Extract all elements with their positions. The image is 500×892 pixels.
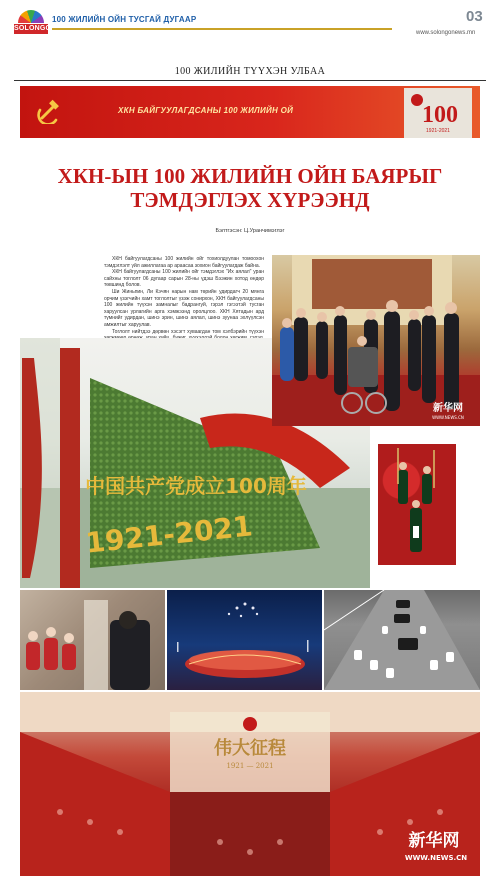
gala-title-cn: 伟大征程 (214, 738, 286, 759)
masthead (0, 0, 500, 40)
motorcade-illustration (324, 590, 480, 690)
section-divider (14, 80, 486, 81)
article-paragraph: ХКН байгуулагдсаны 100 жилийн ойг тохиолдуулан томоохон тэмдэглэлт үйл ажиллагаа ар араасаа зохион байгуулагдаж байна. (104, 256, 264, 269)
header-divider (52, 28, 392, 30)
badge-digits: 100 (422, 102, 458, 128)
headline (20, 164, 480, 212)
headline-line-1: ХКН-ЫН 100 ЖИЛИЙН ОЙН БАЯРЫГ (57, 164, 443, 188)
leaders-photo (272, 255, 480, 426)
article-paragraph: Тоглолт нийтдээ дөрвөн хэсэгт хуваагдан том хэлбэрийн түүхэн (112, 328, 264, 335)
flowerbed-caption-cn: 中国共产党成立100周年 (85, 474, 307, 498)
hammer-sickle-icon (36, 98, 62, 124)
leaders-illustration (272, 255, 480, 426)
gala-watermark-cn: 新华网 (408, 831, 460, 851)
gala-photo (20, 692, 480, 876)
section-title: 100 ЖИЛИЙН ТҮҮХЭН УЛБАА (174, 66, 326, 77)
leaders-watermark-cn: 新华网 (433, 403, 463, 414)
children-illustration (20, 590, 165, 690)
gala-years: 1921 — 2021 (226, 762, 274, 770)
honor-guard-photo (378, 444, 456, 565)
page-number: 03 (466, 8, 483, 25)
byline: Бэлтгэсэн: Ц.Уранчимэглэг (215, 228, 285, 234)
article-paragraph: ХКН байгуулагдсаны 100 жилийн ойг тэмдэглэх "Их аялал" уран сайхны тоглолт 06 дугаар сарын 28-ны үдэш Бээжин хотод өндөр төвшинд болов. (104, 269, 264, 289)
centenary-badge (404, 88, 472, 138)
headline-line-2: ТЭМДЭГЛЭХ ХҮРЭЭНД (130, 188, 370, 212)
rainbow-icon (18, 10, 44, 23)
stadium-illustration (167, 590, 322, 690)
stadium-fireworks-photo (167, 590, 322, 690)
banner-text: ХКН БАЙГУУЛАГДСАНЫ 100 ЖИЛИЙН ОЙ (118, 106, 294, 115)
motorcade-photo (324, 590, 480, 690)
gala-watermark-web: WWW.NEWS.CN (404, 854, 468, 862)
logo-wordmark: SOLONGO (14, 25, 52, 32)
children-photo (20, 590, 165, 690)
badge-years: 1921-2021 (426, 128, 450, 134)
website-link[interactable]: www.solongonews.mn (416, 30, 476, 36)
leaders-watermark-web: WWW.NEWS.CN (432, 415, 464, 420)
article-paragraph: Ши Жиньпин, Ли Кэчян нарын нам төрийн удирдагч 20 мянга орчим үзэгчийн хамт тоглолтыг үзэж сонирхон, ХКН байгуулагдсаны 100 жилийн түүхэн замналыг бадрангуй, гэрэл гэгээтэй тусган харуулсан урлагийн арга хэмжээнд оролцлоо. ХКН Хятадын ард түмнийг удирдан, шинэ эрин, шинэ аялал, шинэ зуунаа эхлүүлсэн амжилтыг харуулав. (104, 288, 264, 328)
gala-illustration (20, 692, 480, 876)
series-title: 100 ЖИЛИЙН ОЙН ТУСГАЙ ДУГААР (52, 15, 197, 24)
honor-guard-illustration (378, 444, 456, 565)
solongo-logo[interactable] (14, 10, 52, 36)
flowerbed-years: 1921-2021 (83, 509, 255, 560)
